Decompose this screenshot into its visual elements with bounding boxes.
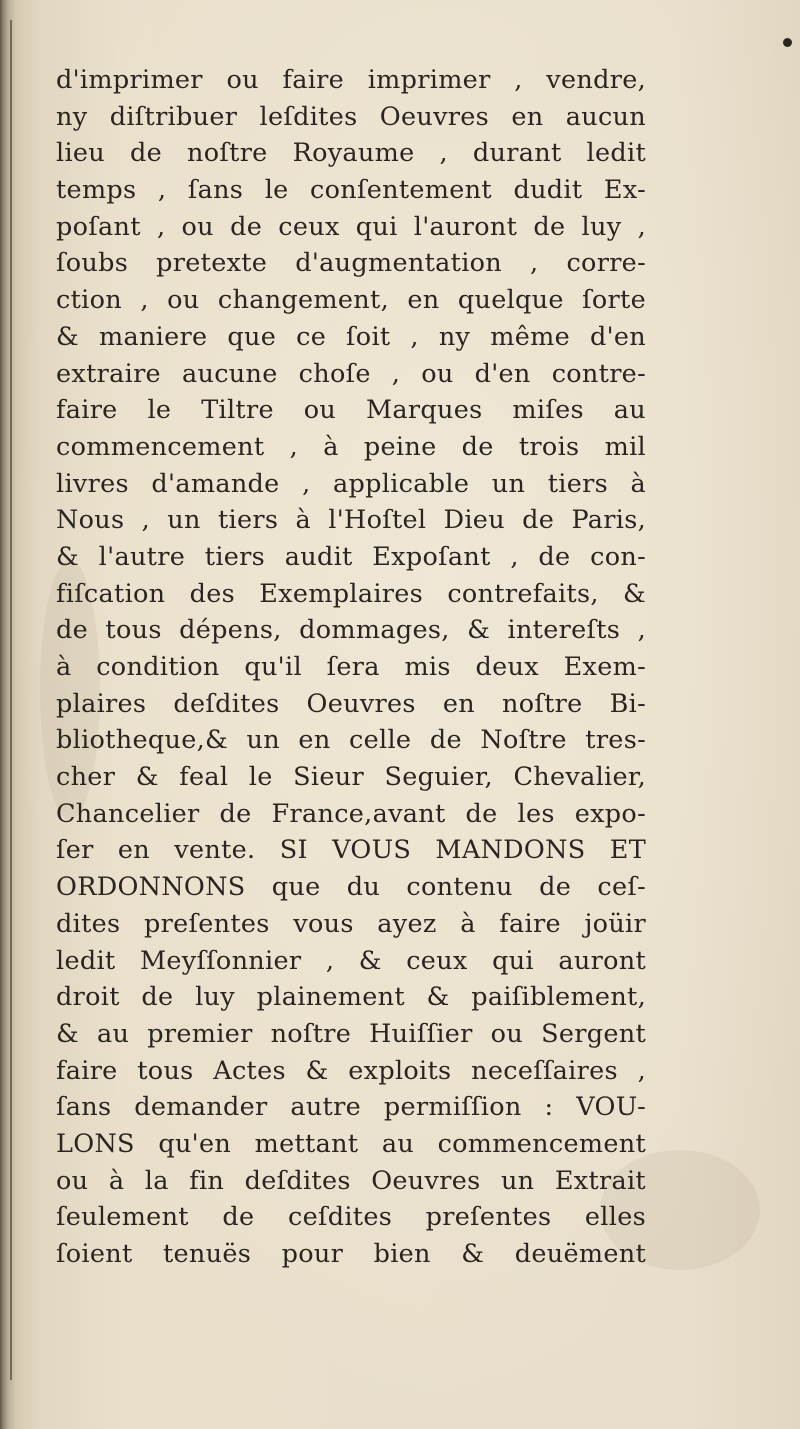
body-text <box>56 62 646 1273</box>
text-line: ſoubs pretexte d'augmentation , corre- <box>56 248 646 279</box>
binding-edge-line <box>10 20 12 1380</box>
text-line: Chancelier de France,avant de les expo- <box>56 798 646 829</box>
text-line: d'imprimer ou faire imprimer , vendre, <box>56 65 646 95</box>
text-line: temps , ſans le conſentement dudit Ex- <box>56 175 646 206</box>
text-line: droit de luy plainement & paiſiblement, <box>56 982 646 1013</box>
text-line: ledit Meyſſonnier , & ceux qui auront <box>56 945 646 976</box>
text-line: ction , ou changement, en quelque ſorte <box>56 285 646 316</box>
text-line: de tous dépens, dommages, & intereſts , <box>56 615 646 646</box>
ink-dot <box>783 38 792 47</box>
text-line: & au premier noſtre Huiſſier ou Sergent <box>56 1018 646 1049</box>
text-line: & maniere que ce ſoit , ny même d'en <box>56 321 646 352</box>
text-line: plaires deſdites Oeuvres en noſtre Bi- <box>56 688 646 719</box>
text-line: faire tous Actes & exploits neceſſaires , <box>56 1055 646 1086</box>
text-line: dites preſentes vous ayez à faire joüir <box>56 908 646 939</box>
text-line: poſant , ou de ceux qui l'auront de luy , <box>56 211 646 242</box>
binding-gutter <box>0 0 22 1429</box>
text-line: commencement , à peine de trois mil <box>56 431 646 462</box>
text-line: faire le Tiltre ou Marques miſes au <box>56 395 646 426</box>
text-line: Nous , un tiers à l'Hoſtel Dieu de Paris, <box>56 505 646 536</box>
text-line: livres d'amande , applicable un tiers à <box>56 468 646 499</box>
text-line: extraire aucune choſe , ou d'en contre- <box>56 358 646 389</box>
text-line: & l'autre tiers audit Expoſant , de con- <box>56 541 646 572</box>
text-line: bliotheque,& un en celle de Noſtre tres- <box>56 725 646 756</box>
text-line: ou à la fin deſdites Oeuvres un Extrait <box>56 1165 646 1196</box>
text-line: ſeulement de ceſdites preſentes elles <box>56 1202 646 1233</box>
text-line: ſer en vente. SI VOUS MANDONS ET <box>56 835 646 866</box>
text-line: lieu de noſtre Royaume , durant ledit <box>56 138 646 169</box>
text-line: ORDONNONS que du contenu de ceſ- <box>56 872 646 903</box>
text-line: LONS qu'en mettant au commencement <box>56 1128 646 1159</box>
text-line: ny diſtribuer leſdites Oeuvres en aucun <box>56 101 646 132</box>
text-line: à condition qu'il ſera mis deux Exem- <box>56 652 646 682</box>
text-line: cher & feal le Sieur Seguier, Chevalier, <box>56 762 646 793</box>
text-line: ſoient tenuës pour bien & deuëment <box>56 1239 646 1269</box>
text-line: ſans demander autre permiſſion : VOU- <box>56 1092 646 1123</box>
text-line: fiſcation des Exemplaires contrefaits, & <box>56 578 646 609</box>
